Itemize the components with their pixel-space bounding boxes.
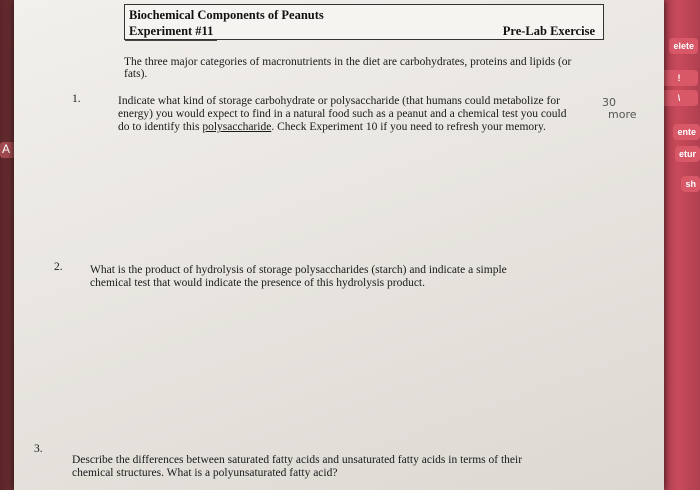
q1-line-3 <box>118 121 546 134</box>
intro-line-2: fats). <box>124 68 148 80</box>
q1-number: 1. <box>72 93 81 105</box>
q3-line-1: Describe the differences between saturated fatty acids and unsaturated fatty acids in terms of their <box>72 454 523 466</box>
keyboard-key-enter: ente <box>673 124 700 140</box>
handwritten-note-30: 30 <box>602 96 616 109</box>
header-prelab: Pre-Lab Exercise <box>502 24 595 38</box>
q1-underlined-word: polysaccharide <box>202 121 272 133</box>
header-title: Biochemical Components of Peanuts <box>129 8 324 22</box>
worksheet-header <box>124 4 604 40</box>
keyboard-key-shift: sh <box>681 176 700 192</box>
q2-line-2: chemical test that would indicate the presence of this hydrolysis product. <box>90 277 426 289</box>
q3-number: 3. <box>34 443 43 455</box>
keyboard-key-return: etur <box>675 146 700 162</box>
handwritten-note-more: more <box>608 108 637 121</box>
q2-line-1: What is the product of hydrolysis of storage polysaccharides (starch) and indicate a simple <box>90 264 507 276</box>
q1-line-2: energy) you would expect to find in a natural food such as a peanut and a chemical test you could <box>118 108 567 120</box>
q3-line-2: chemical structures. What is a polyunsaturated fatty acid? <box>72 467 338 479</box>
keyboard-key-exclaim: ! <box>660 70 698 86</box>
q2-number: 2. <box>54 261 63 273</box>
q1-line-3-end: . Check Experiment 10 if you need to refresh your memory. <box>271 121 546 133</box>
q1-line-1: Indicate what kind of storage carbohydrate or polysaccharide (that humans could metabolize for <box>118 95 560 107</box>
keyboard-key-backslash: \ <box>660 90 698 106</box>
q1-line-3-start: do to identify this <box>118 121 203 133</box>
worksheet-page <box>14 0 664 490</box>
header-experiment: Experiment #11 <box>129 24 214 38</box>
keyboard-key-a: A <box>0 142 16 158</box>
keyboard-key-delete: elete <box>669 38 698 54</box>
intro-line-1: The three major categories of macronutrients in the diet are carbohydrates, proteins and lipids (or <box>124 56 572 68</box>
